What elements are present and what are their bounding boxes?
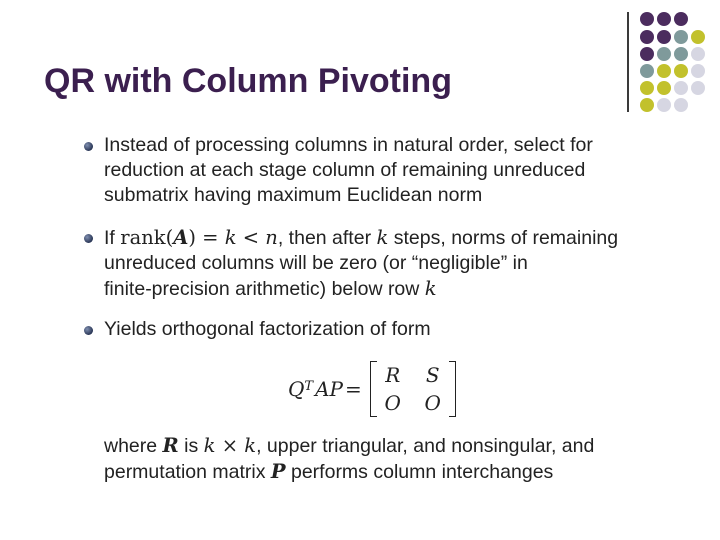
matrix-cell-R: R <box>385 363 401 387</box>
where-line-1-rest: , upper triangular, and nonsingular, and <box>256 435 595 457</box>
R-symbol: R <box>162 434 179 457</box>
eq-AP: AP <box>315 377 343 401</box>
decor-dot <box>657 98 671 112</box>
where-text <box>104 433 644 485</box>
decor-dot <box>691 64 705 78</box>
P-symbol: P <box>270 460 286 483</box>
block-matrix <box>370 361 456 417</box>
decor-dot <box>640 81 654 95</box>
eq-transpose: T <box>304 378 314 394</box>
bullet-2-line-1 <box>104 225 644 251</box>
matrix-cell-O: O <box>424 391 441 415</box>
eq-equals: = <box>344 377 362 401</box>
where-line-2 <box>104 459 644 485</box>
bullet-1-line-1: Instead of processing columns in natural order, select for <box>104 134 593 156</box>
rank-operator: rank <box>120 226 166 249</box>
decor-dot <box>674 30 688 44</box>
decor-dot <box>640 12 654 26</box>
decor-dot <box>674 81 688 95</box>
k-symbol: k <box>376 226 389 249</box>
matrix-cell-S: S <box>425 363 440 387</box>
decor-dot <box>691 30 705 44</box>
bullet-marker <box>84 326 93 335</box>
decor-dot <box>640 30 654 44</box>
bullet-1-line-2: reduction at each stage column of remaining unreduced <box>104 159 586 181</box>
where-line-1 <box>104 433 644 459</box>
bullet-marker <box>84 234 93 243</box>
matrix-A-symbol: A <box>173 226 189 249</box>
decor-dot <box>657 30 671 44</box>
bullet-3-text: Yields orthogonal factorization of form <box>104 318 431 340</box>
bullet-2-line-3-text: finite-precision arithmetic) below row <box>104 278 425 300</box>
decor-dot <box>640 64 654 78</box>
where-is: is <box>178 435 204 457</box>
paren-open: ( <box>165 226 174 249</box>
decor-dot <box>691 81 705 95</box>
where-line-2-rest: performs column interchanges <box>285 461 554 483</box>
bullet-marker <box>84 142 93 151</box>
bullet-2-prefix: If <box>104 227 121 249</box>
decor-dot <box>657 12 671 26</box>
bullet-2-text <box>104 225 644 302</box>
k-symbol: k <box>203 434 216 457</box>
bullet-2-line-2: unreduced columns will be zero (or “negligible” in <box>104 252 528 274</box>
less-than-sign: < <box>236 226 266 249</box>
decor-dot <box>674 64 688 78</box>
k-symbol: k <box>424 277 437 300</box>
bullet-1-line-3: submatrix having maximum Euclidean norm <box>104 184 483 206</box>
where-line-2-start: permutation matrix <box>104 461 271 483</box>
decor-dot <box>674 12 688 26</box>
decor-dot <box>691 47 705 61</box>
where-word: where <box>104 435 163 457</box>
k-symbol: k <box>244 434 257 457</box>
decor-dot <box>674 47 688 61</box>
matrix-cell-O: O <box>384 391 401 415</box>
decorative-divider <box>627 12 629 112</box>
n-symbol: n <box>265 226 278 249</box>
factorization-equation <box>288 360 456 418</box>
eq-Q: Q <box>288 377 305 401</box>
slide-title: QR with Column Pivoting <box>44 62 452 100</box>
bullet-2-line-1-rest: steps, norms of remaining <box>388 227 619 249</box>
k-symbol: k <box>224 226 237 249</box>
equals-sign: = <box>195 226 225 249</box>
decor-dot <box>674 98 688 112</box>
decor-dot <box>657 47 671 61</box>
decor-dot <box>640 47 654 61</box>
bullet-2-line-3 <box>104 276 644 302</box>
decor-dot <box>657 64 671 78</box>
bullet-1-text <box>104 133 644 208</box>
bullet-2-after-math: , then after <box>277 227 377 249</box>
decor-dot <box>657 81 671 95</box>
times-sign: × <box>215 434 245 457</box>
decor-dot <box>640 98 654 112</box>
paren-close: ) <box>188 226 196 249</box>
